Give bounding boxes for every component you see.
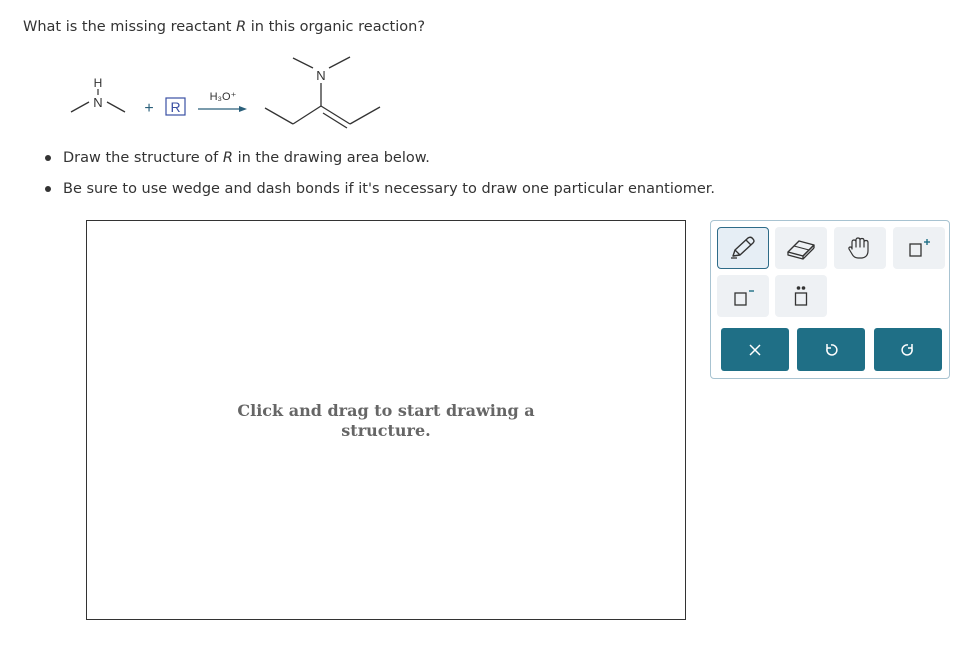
remove-charge-icon bbox=[729, 283, 757, 309]
reaction-svg bbox=[60, 50, 400, 135]
product-ethyl-bond bbox=[293, 106, 321, 124]
product-n-label: N bbox=[316, 68, 326, 83]
reaction-arrow-head bbox=[239, 106, 247, 112]
bullet-dot bbox=[45, 186, 51, 192]
canvas-hint-line-1: Click and drag to start drawing a bbox=[237, 401, 535, 420]
hand-icon bbox=[846, 235, 874, 261]
instruction-text: Be sure to use wedge and dash bonds if it's necessary to draw one particular enantiomer. bbox=[63, 181, 716, 197]
canvas-hint bbox=[87, 401, 685, 441]
undo-button[interactable] bbox=[797, 328, 865, 371]
drawing-canvas[interactable] bbox=[86, 220, 686, 620]
bullet-dot bbox=[45, 155, 51, 161]
eraser-tool-button[interactable] bbox=[775, 227, 827, 269]
instruction-variable: R bbox=[222, 150, 233, 166]
redo-icon bbox=[900, 342, 916, 358]
lone-pair-tool-button[interactable] bbox=[775, 275, 827, 317]
add-charge-icon bbox=[905, 235, 933, 261]
question-text bbox=[23, 19, 425, 35]
remove-charge-tool-button[interactable] bbox=[717, 275, 769, 317]
canvas-hint-line-2: structure. bbox=[341, 421, 431, 440]
reaction-scheme bbox=[60, 50, 400, 135]
hand-tool-button[interactable] bbox=[834, 227, 886, 269]
undo-icon bbox=[823, 342, 839, 358]
drawing-toolbox bbox=[710, 220, 950, 379]
product-ethyl-end bbox=[265, 108, 293, 124]
plus-sign: + bbox=[144, 100, 154, 117]
reagent-label: H₃O⁺ bbox=[209, 91, 237, 103]
pencil-icon bbox=[728, 235, 758, 261]
reactant-n-label: N bbox=[93, 95, 103, 110]
clear-icon bbox=[747, 342, 763, 358]
product-n-methyl-left bbox=[293, 58, 313, 68]
question-variable: R bbox=[236, 19, 247, 35]
instruction-text-suffix: in the drawing area below. bbox=[232, 150, 430, 166]
instruction-list bbox=[45, 146, 715, 208]
reactant-bond-left bbox=[71, 102, 89, 112]
reactant-amine bbox=[71, 76, 125, 112]
product-enamine bbox=[265, 57, 380, 128]
add-charge-tool-button[interactable] bbox=[893, 227, 945, 269]
question-prefix: What is the missing reactant bbox=[23, 19, 237, 35]
instruction-item-2 bbox=[45, 177, 715, 208]
lone-pair-icon bbox=[787, 283, 815, 309]
product-n-methyl-right bbox=[329, 57, 350, 68]
reactant-h-label: H bbox=[93, 76, 103, 90]
instruction-text: Draw the structure of bbox=[63, 150, 223, 166]
question-suffix: in this organic reaction? bbox=[246, 19, 426, 35]
product-vinyl-methyl bbox=[350, 107, 380, 124]
instruction-item-1 bbox=[45, 146, 715, 177]
reactant-bond-right bbox=[107, 102, 125, 112]
eraser-icon bbox=[785, 235, 817, 261]
pencil-tool-button[interactable] bbox=[717, 227, 769, 269]
missing-reactant-label: R bbox=[170, 99, 181, 115]
clear-button[interactable] bbox=[721, 328, 789, 371]
redo-button[interactable] bbox=[874, 328, 942, 371]
